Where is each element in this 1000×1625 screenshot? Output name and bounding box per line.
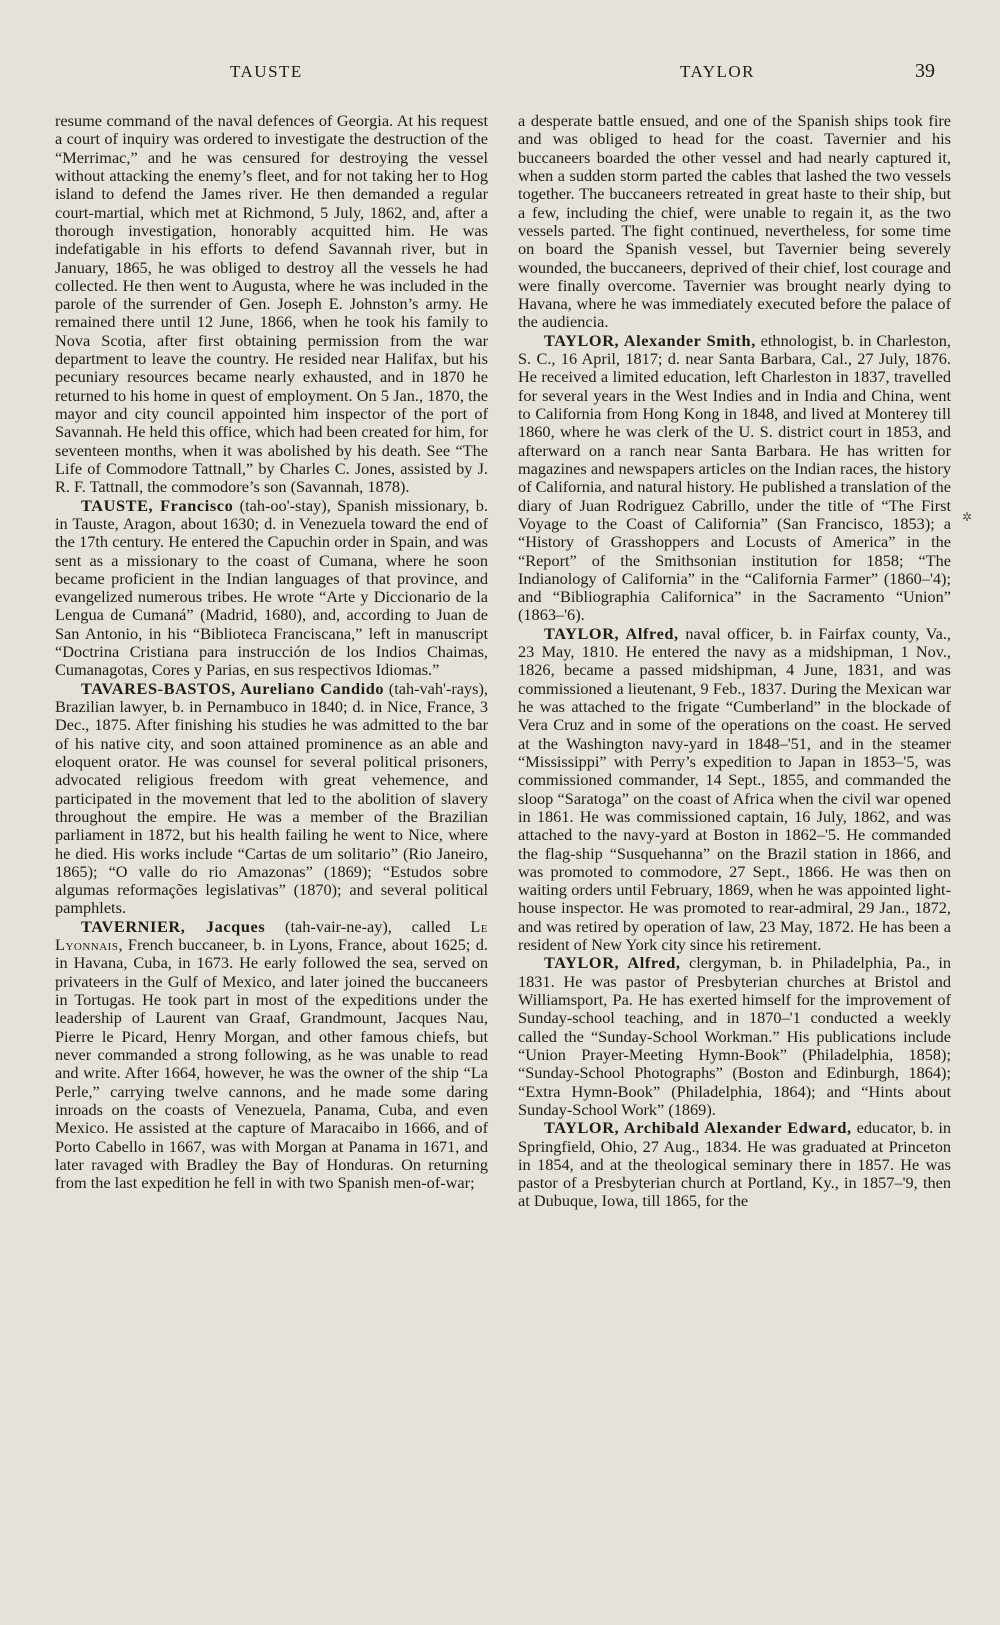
running-head-center: TAYLOR [680, 62, 756, 81]
entry-body-taylor-alfred-naval: naval officer, b. in Fairfax county, Va., 23 May, 1810. He entered the navy as a midshipman, 1 Nov., 1826, became a passed midshipman, 4 June, 1831, and was commissioned a lieutenant, 9 Feb., 1837. During the Mexican war he was attached to the frigate “Cumberland” in the blockade of Vera Cruz and in some of the operations on the coast. He served at the Washington navy-yard in 1848–'51, and in the steamer “Mississippi” with Perry’s expedition to Japan in 1853–'5, was commissioned commander, 14 Sept., 1855, and commanded the sloop “Saratoga” on the coast of Africa when the civil war opened in 1861. He was commissioned captain, 16 July, 1862, and was attached to the navy-yard at Boston in 1862–'5. He commanded the flag-ship “Susquehanna” on the Brazil station in 1866, and was promoted to commodore, 27 Sept., 1866. He was then on waiting orders until February, 1869, when he was appointed light-house inspector. He was promoted to rear-admiral, 29 Jan., 1872, and was retired by operation of law, 23 May, 1872. He has been a resident of New York city since his retirement. [518, 623, 952, 955]
running-head-left: TAUSTE [230, 62, 303, 81]
entry-tavernier [55, 918, 488, 1193]
entry-body-tavernier-a: (tah-vair-ne-ay), called [265, 916, 471, 936]
entry-heading-taylor-archibald: TAYLOR, Archibald Alexander Edward, [544, 1118, 852, 1138]
paragraph-tavernier-continuation: a desperate battle ensued, and one of the Spanish ships took fire and was obliged to head for the coast. Tavernier and his buccaneers boarded the other vessel and had nearly captured it, when a sudden storm parted the cables that lashed the two vessels together. The buccaneers retreated in great haste to their ship, but a few, including the chief, were unable to regain it, as the two vessels parted. The fight continued, nevertheless, for some time on board the Spanish vessel, but Tavernier being severely wounded, the buccaneers, deprived of their chief, lost courage and were finally overcome. Tavernier was brought nearly dying to Havana, where he was immediately executed before the palace of the audiencia. [518, 111, 951, 332]
entry-taylor-alfred-clergyman [518, 954, 951, 1119]
right-column [518, 112, 951, 1211]
entry-heading-tauste: TAUSTE, Francisco [81, 495, 234, 515]
margin-mark-icon: ✲ [962, 510, 973, 524]
entry-tavares-bastos [55, 680, 488, 918]
page-number: 39 [915, 60, 935, 82]
paragraph-tattnall-continuation: resume command of the naval defences of Georgia. At his request a court of inquiry was ordered to investigate the destruction of the “Merrimac,” and he was censured for destroying the vessel without attacking the enemy’s fleet, and for not taking her to Hog island to defend the James river. He then demanded a regular court-martial, which met at Richmond, 5 July, 1862, and, after a thorough investigation, honorably acquitted him. He was indefatigable in his efforts to defend Savannah river, but in January, 1865, he was obliged to destroy all the vessels he had collected. He then went to Augusta, where he was included in the parole of the surrender of Gen. Joseph E. Johnston’s army. He remained there until 12 June, 1866, when he took his family to Nova Scotia, after first obtaining permission from the war department to leave the country. He resided near Halifax, but his pecuniary resources became nearly exhausted, and in 1870 he returned to his home in quest of employment. On 5 Jan., 1870, the mayor and city council appointed him inspector of the port of Savannah. He held this office, which had been created for him, for seventeen months, when it was abolished by his death. See “The Life of Commodore Tattnall,” by Charles C. Jones, assisted by J. R. F. Tattnall, the commodore’s son (Savannah, 1878). [55, 111, 488, 497]
left-column [55, 112, 488, 1192]
entry-body-taylor-alfred-clergyman: clergyman, b. in Philadelphia, Pa., in 1831. He was pastor of Presbyterian churches at Bristol and Williamsport, Pa. He has exerted himself for the improvement of Sunday-school teaching, and in 1870–'1 conducted a weekly called the “Sunday-School Workman.” His publications include “Union Prayer-Meeting Hymn-Book” (Philadelphia, 1858); “Sunday-School Photographs” (Boston and Edinburgh, 1864); “Extra Hymn-Book” (Philadelphia, 1864); and “Hints about Sunday-School Work” (1869). [518, 953, 951, 1119]
entry-heading-tavares-bastos: TAVARES-BASTOS, Aureliano Candido [81, 678, 385, 698]
entry-heading-taylor-alfred-clergyman: TAYLOR, Alfred, [544, 953, 681, 973]
entry-body-tauste: (tah-oo'-stay), Spanish missionary, b. in Tauste, Aragon, about 1630; d. in Venezuela toward the end of the 17th century. He entered the Capuchin order in Spain, and was sent as a missionary to the coast of Cumana, where he soon became proficient in the Indian languages of that province, and evangelized numerous tribes. He wrote “Arte y Diccionario de la Lengua de Cumaná” (Madrid, 1680), and, according to Juan de San Antonio, in his “Biblioteca Franciscana,” left in manuscript “Doctrina Cristiana para instrucción de los Indios Chaimas, Cumanagotas, Cores y Parias, en sus respectivos Idiomas.” [55, 495, 488, 680]
entry-taylor-alfred-naval [518, 625, 951, 955]
entry-heading-taylor-alfred-naval: TAYLOR, Alfred, [544, 623, 679, 643]
entry-body-tavernier-b: , French buccaneer, b. in Lyons, France, about 1625; d. in Havana, Cuba, in 1673. He early followed the sea, served on privateers in the Gulf of Mexico, and later joined the buccaneers in Tortugas. He took part in most of the expeditions under the leadership of Laurent van Graaf, Grandmount, Jacques Nau, Pierre le Picard, Henry Morgan, and other famous chiefs, but never commanded a strong following, as he was unable to read and write. After 1664, however, he was the owner of the ship “La Perle,” carrying twelve cannons, and he made some daring inroads on the coasts of Venezuela, Panama, Cuba, and even Mexico. He assisted at the capture of Maracaibo in 1666, and of Porto Cabello in 1667, was with Morgan at Panama in 1671, and later ravaged with Bradley the Bay of Honduras. On returning from the last expedition he fell in with two Spanish men-of-war; [55, 935, 488, 1193]
entry-body-taylor-archibald: educator, b. in Springfield, Ohio, 27 Aug., 1834. He was graduated at Princeton in 1854, and at the theological seminary there in 1857. He was pastor of a Presbyterian church at Portland, Ky., in 1857–'9, then at Dubuque, Iowa, till 1865, for the [518, 1118, 951, 1211]
entry-body-tavares-bastos: (tah-vah'-rays), Brazilian lawyer, b. in Pernambuco in 1840; d. in Nice, France, 3 Dec., 1875. After finishing his studies he was admitted to the bar of his native city, and soon attained prominence as an able and eloquent orator. He was counsel for several political prisoners, advocated religious freedom with great vehemence, and participated in the movement that led to the abolition of slavery throughout the empire. He was a member of the Brazilian parliament in 1872, but his health failing he went to Nice, where he died. His works include “Cartas de um solitario” (Rio Janeiro, 1865); “O valle do rio Amazonas” (1869); “Estudos sobre algumas reformações legislativas” (1870); and several political pamphlets. [55, 678, 488, 918]
entry-taylor-alexander-smith [518, 332, 951, 625]
entry-alias-tavernier: Le Lyonnais [55, 916, 488, 955]
entry-body-taylor-alexander-smith: ethnologist, b. in Charleston, S. C., 16 April, 1817; d. near Santa Barbara, Cal., 27 July, 1876. He received a limited education, left Charleston in 1837, travelled for several years in the West Indies and in India and China, went to California from Hong Kong in 1848, and lived at Monterey till 1860, where he was clerk of the U. S. district court in 1853, and afterward on a ranch near Santa Barbara. He has written for magazines and newspapers articles on the Indian races, the history of California, and natural history. He published a translation of the diary of Juan Rodriguez Cabrillo, under the title of “The First Voyage to the Coast of California” (San Francisco, 1853); a “History of Grasshoppers and Locusts of America” in the “Report” of the Smithsonian institution for 1858; “The Indianology of California” in the “California Farmer” (1860–'4); and “Bibliographia Californica” in the Sacramento “Union” (1863–'6). [518, 330, 951, 625]
entry-taylor-archibald [518, 1119, 951, 1211]
entry-heading-tavernier: TAVERNIER, Jacques [81, 916, 266, 936]
entry-heading-taylor-alexander-smith: TAYLOR, Alexander Smith, [544, 330, 756, 350]
entry-tauste [55, 497, 488, 680]
